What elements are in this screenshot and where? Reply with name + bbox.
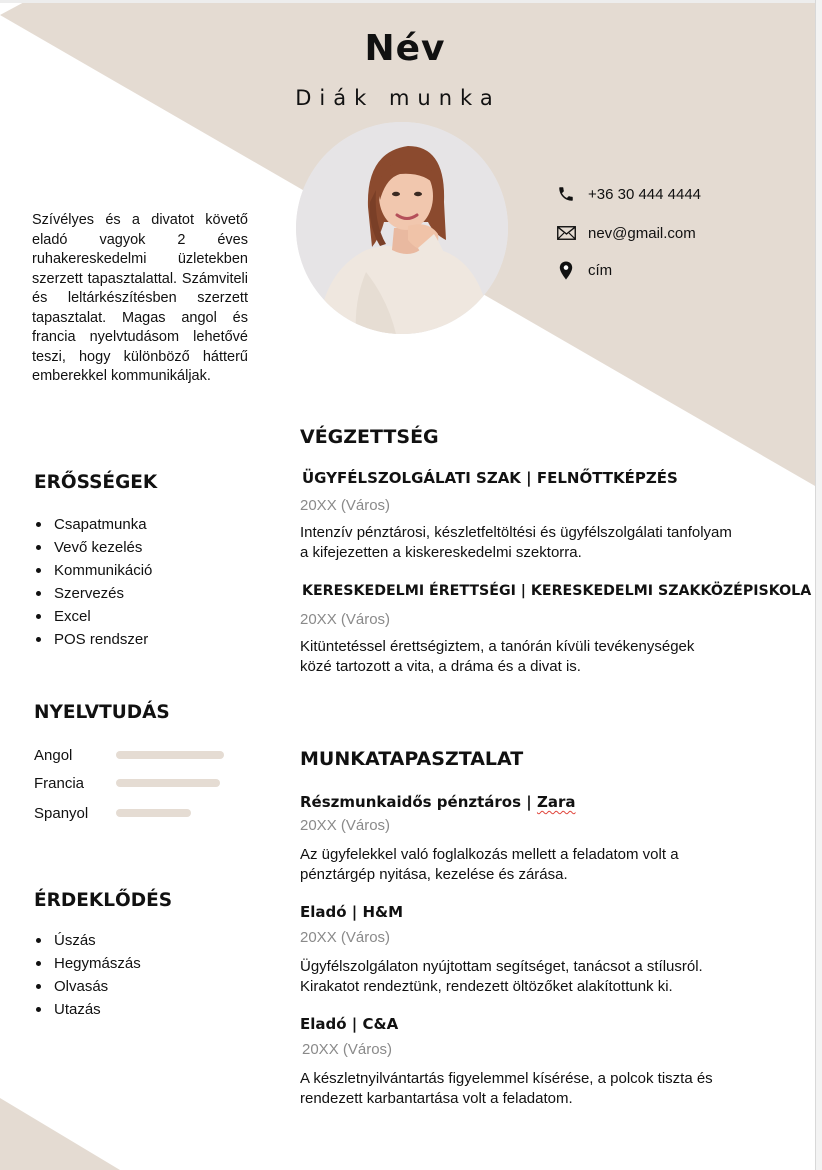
list-item: Csapatmunka	[34, 513, 152, 536]
language-level-bar	[116, 751, 224, 759]
strengths-heading: ERŐSSÉGEK	[34, 472, 158, 493]
email-address: nev@gmail.com	[588, 224, 696, 242]
job-description: Ügyfélszolgálaton nyújtottam segítséget, tanácsot a stílusról. Kirakatot rendeztünk, rendezett öltözőket alakítottunk ki.	[300, 958, 703, 995]
job-date: 20XX (Város)	[300, 929, 391, 946]
education-date: 20XX (Város)	[300, 611, 391, 628]
contact-address	[556, 260, 612, 280]
job-date: 20XX (Város)	[300, 817, 391, 834]
list-item: Excel	[34, 605, 152, 628]
language-name: Francia	[34, 774, 85, 792]
education-title: ÜGYFÉLSZOLGÁLATI SZAK | FELNŐTTKÉPZÉS	[302, 469, 678, 487]
phone-number: +36 30 444 4444	[588, 185, 702, 203]
bullet-icon	[36, 614, 41, 619]
list-item: Vevő kezelés	[34, 536, 152, 559]
bullet-icon	[36, 984, 41, 989]
job-date: 20XX (Város)	[302, 1041, 393, 1058]
language-level-bar	[116, 779, 220, 787]
bullet-icon	[36, 545, 41, 550]
education-description: Intenzív pénztárosi, készletfeltöltési és ügyfélszolgálati tanfolyam a kifejezetten a kiskereskedelmi szektorra.	[300, 524, 732, 561]
education-description: Kitüntetéssel érettségiztem, a tanórán kívüli tevékenységek közé tartozott a vita, a dráma és a divat is.	[300, 638, 695, 675]
job-title: Részmunkaidős pénztáros | Zara	[300, 793, 576, 811]
job-description: Az ügyfelekkel való foglalkozás mellett a feladatom volt a pénztárgép nyitása, kezelése és zárása.	[300, 846, 679, 883]
portrait-photo	[296, 122, 508, 334]
candidate-name: Név	[364, 28, 446, 69]
language-level-bar	[116, 809, 191, 817]
language-row	[34, 773, 220, 793]
education-heading: VÉGZETTSÉG	[300, 426, 439, 448]
profile-photo	[296, 122, 508, 334]
language-name: Angol	[34, 746, 73, 764]
envelope-icon	[556, 223, 576, 243]
languages-heading: NYELVTUDÁS	[34, 702, 170, 723]
interests-heading: ÉRDEKLŐDÉS	[34, 890, 173, 911]
job-title: Eladó | H&M	[300, 903, 404, 921]
strengths-list	[34, 513, 152, 651]
page-top-rule	[0, 0, 822, 3]
language-row	[34, 745, 224, 765]
bullet-icon	[36, 1007, 41, 1012]
company-name: Zara	[536, 793, 576, 811]
bullet-icon	[36, 522, 41, 527]
list-item: Úszás	[34, 929, 141, 952]
address-text: cím	[588, 261, 613, 279]
background-corner-triangle	[0, 1098, 120, 1170]
language-row	[34, 803, 191, 823]
profile-summary: Szívélyes és a divatot követő eladó vagyok 2 éves ruhakereskedelmi üzletekben szerzett tapasztalattal. Számviteli és leltárkészítésben szerzett tapasztalat. Magas angol és francia nyelvtudásom lehetővé teszi, hogy különböző hátterű emberekkel kommunikáljak.	[32, 212, 248, 384]
list-item: Olvasás	[34, 975, 141, 998]
bullet-icon	[36, 591, 41, 596]
bullet-icon	[36, 568, 41, 573]
bullet-icon	[36, 938, 41, 943]
job-title: Eladó | C&A	[300, 1015, 399, 1033]
phone-icon	[556, 184, 576, 204]
job-subtitle: Diák munka	[295, 86, 501, 110]
interests-list	[34, 929, 141, 1021]
education-title: KERESKEDELMI ÉRETTSÉGI | KERESKEDELMI SZAKKÖZÉPISKOLA	[302, 583, 812, 599]
list-item: Szervezés	[34, 582, 152, 605]
contact-email[interactable]	[556, 223, 696, 243]
map-pin-icon	[556, 260, 576, 280]
list-item: Kommunikáció	[34, 559, 152, 582]
education-date: 20XX (Város)	[300, 497, 391, 514]
page-scroll-edge	[815, 0, 822, 1170]
contact-phone[interactable]	[556, 184, 701, 204]
bullet-icon	[36, 961, 41, 966]
bullet-icon	[36, 637, 41, 642]
job-description: A készletnyilvántartás figyelemmel kísérése, a polcok tiszta és rendezett karbantartása volt a feladatom.	[300, 1070, 713, 1107]
experience-heading: MUNKATAPASZTALAT	[300, 748, 524, 770]
language-name: Spanyol	[34, 804, 89, 822]
list-item: POS rendszer	[34, 628, 152, 651]
list-item: Hegymászás	[34, 952, 141, 975]
list-item: Utazás	[34, 998, 141, 1021]
